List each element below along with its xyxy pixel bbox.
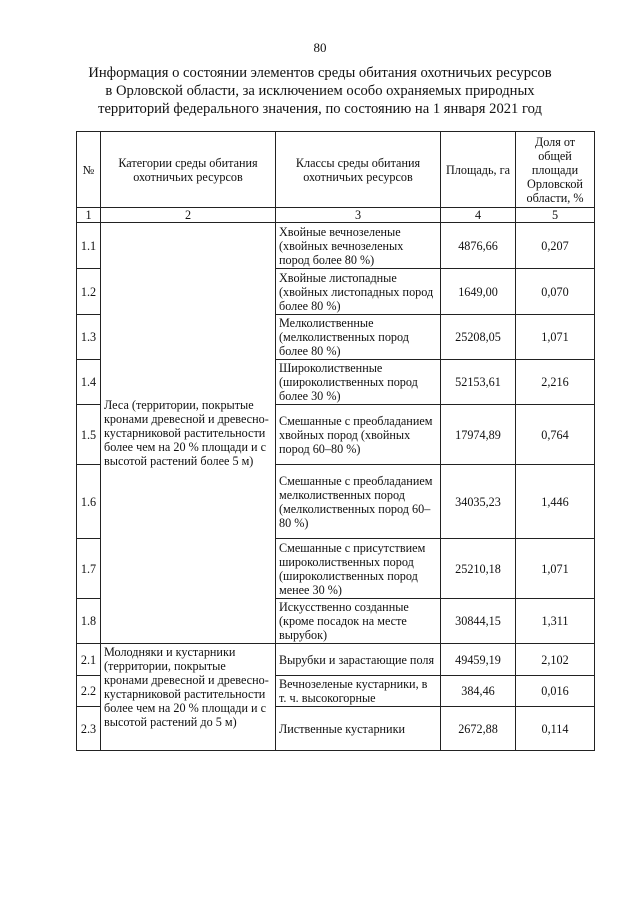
row-area: 25208,05 <box>441 315 516 360</box>
category-young-growth: Молодняки и кустарники (территории, покрытые кронами древесной и древесно-кустарниковой растительности более чем на 20 % площади и с высотой растений до 5 м) <box>101 644 276 751</box>
header-category: Категории среды обитания охотничьих ресурсов <box>101 132 276 208</box>
row-class: Лиственные кустарники <box>276 707 441 751</box>
category-forests: Леса (территории, покрытые кронами древесной и древесно-кустарниковой растительности более чем на 20 % площади и с высотой растений более 5 м) <box>101 223 276 644</box>
row-class: Мелколиственные (мелколиственных пород более 80 %) <box>276 315 441 360</box>
row-area: 25210,18 <box>441 539 516 599</box>
row-share: 2,102 <box>516 644 595 676</box>
habitat-table <box>76 131 595 751</box>
column-number-row <box>77 208 595 223</box>
row-share: 1,071 <box>516 539 595 599</box>
row-area: 49459,19 <box>441 644 516 676</box>
row-num: 2.2 <box>77 676 101 707</box>
title-line: в Орловской области, за исключением особо охраняемых природных <box>105 83 535 99</box>
row-share: 1,071 <box>516 315 595 360</box>
row-share: 0,070 <box>516 269 595 315</box>
table-row <box>77 644 595 676</box>
row-share: 0,764 <box>516 405 595 465</box>
column-number: 2 <box>101 208 276 223</box>
table-header-row <box>77 132 595 208</box>
row-share: 1,446 <box>516 465 595 539</box>
row-class: Смешанные с преобладанием хвойных пород (хвойных пород 60–80 %) <box>276 405 441 465</box>
row-num: 1.2 <box>77 269 101 315</box>
header-share: Доля от общей площади Орловской области, % <box>516 132 595 208</box>
row-class: Смешанные с преобладанием мелколиственных пород (мелколиственных пород 60–80 %) <box>276 465 441 539</box>
row-class: Искусственно созданные (кроме посадок на месте вырубок) <box>276 599 441 644</box>
row-class: Вырубки и зарастающие поля <box>276 644 441 676</box>
row-area: 4876,66 <box>441 223 516 269</box>
row-num: 1.1 <box>77 223 101 269</box>
row-area: 30844,15 <box>441 599 516 644</box>
row-area: 2672,88 <box>441 707 516 751</box>
table-row <box>77 223 595 269</box>
page-number: 80 <box>313 40 327 55</box>
row-num: 1.7 <box>77 539 101 599</box>
row-area: 34035,23 <box>441 465 516 539</box>
row-area: 17974,89 <box>441 405 516 465</box>
row-class: Вечнозеленые кустарники, в т. ч. высокогорные <box>276 676 441 707</box>
row-share: 1,311 <box>516 599 595 644</box>
column-number: 5 <box>516 208 595 223</box>
row-num: 1.3 <box>77 315 101 360</box>
row-class: Хвойные листопадные (хвойных листопадных пород более 80 %) <box>276 269 441 315</box>
title-line: Информация о состоянии элементов среды обитания охотничьих ресурсов <box>88 65 552 81</box>
header-num: № <box>77 132 101 208</box>
row-area: 1649,00 <box>441 269 516 315</box>
document-title <box>40 64 600 118</box>
title-line: территорий федерального значения, по состоянию на 1 января 2021 год <box>98 101 542 117</box>
column-number: 1 <box>77 208 101 223</box>
row-share: 0,016 <box>516 676 595 707</box>
row-class: Широколиственные (широколиственных пород более 30 %) <box>276 360 441 405</box>
row-class: Смешанные с присутствием широколиственных пород (широколиственных пород менее 30 %) <box>276 539 441 599</box>
header-area: Площадь, га <box>441 132 516 208</box>
header-class: Классы среды обитания охотничьих ресурсов <box>276 132 441 208</box>
row-num: 1.6 <box>77 465 101 539</box>
row-area: 52153,61 <box>441 360 516 405</box>
row-share: 2,216 <box>516 360 595 405</box>
column-number: 4 <box>441 208 516 223</box>
row-area: 384,46 <box>441 676 516 707</box>
row-class: Хвойные вечнозеленые (хвойных вечнозеленых пород более 80 %) <box>276 223 441 269</box>
row-share: 0,114 <box>516 707 595 751</box>
row-num: 1.4 <box>77 360 101 405</box>
row-num: 2.3 <box>77 707 101 751</box>
column-number: 3 <box>276 208 441 223</box>
row-share: 0,207 <box>516 223 595 269</box>
row-num: 1.8 <box>77 599 101 644</box>
row-num: 2.1 <box>77 644 101 676</box>
row-num: 1.5 <box>77 405 101 465</box>
